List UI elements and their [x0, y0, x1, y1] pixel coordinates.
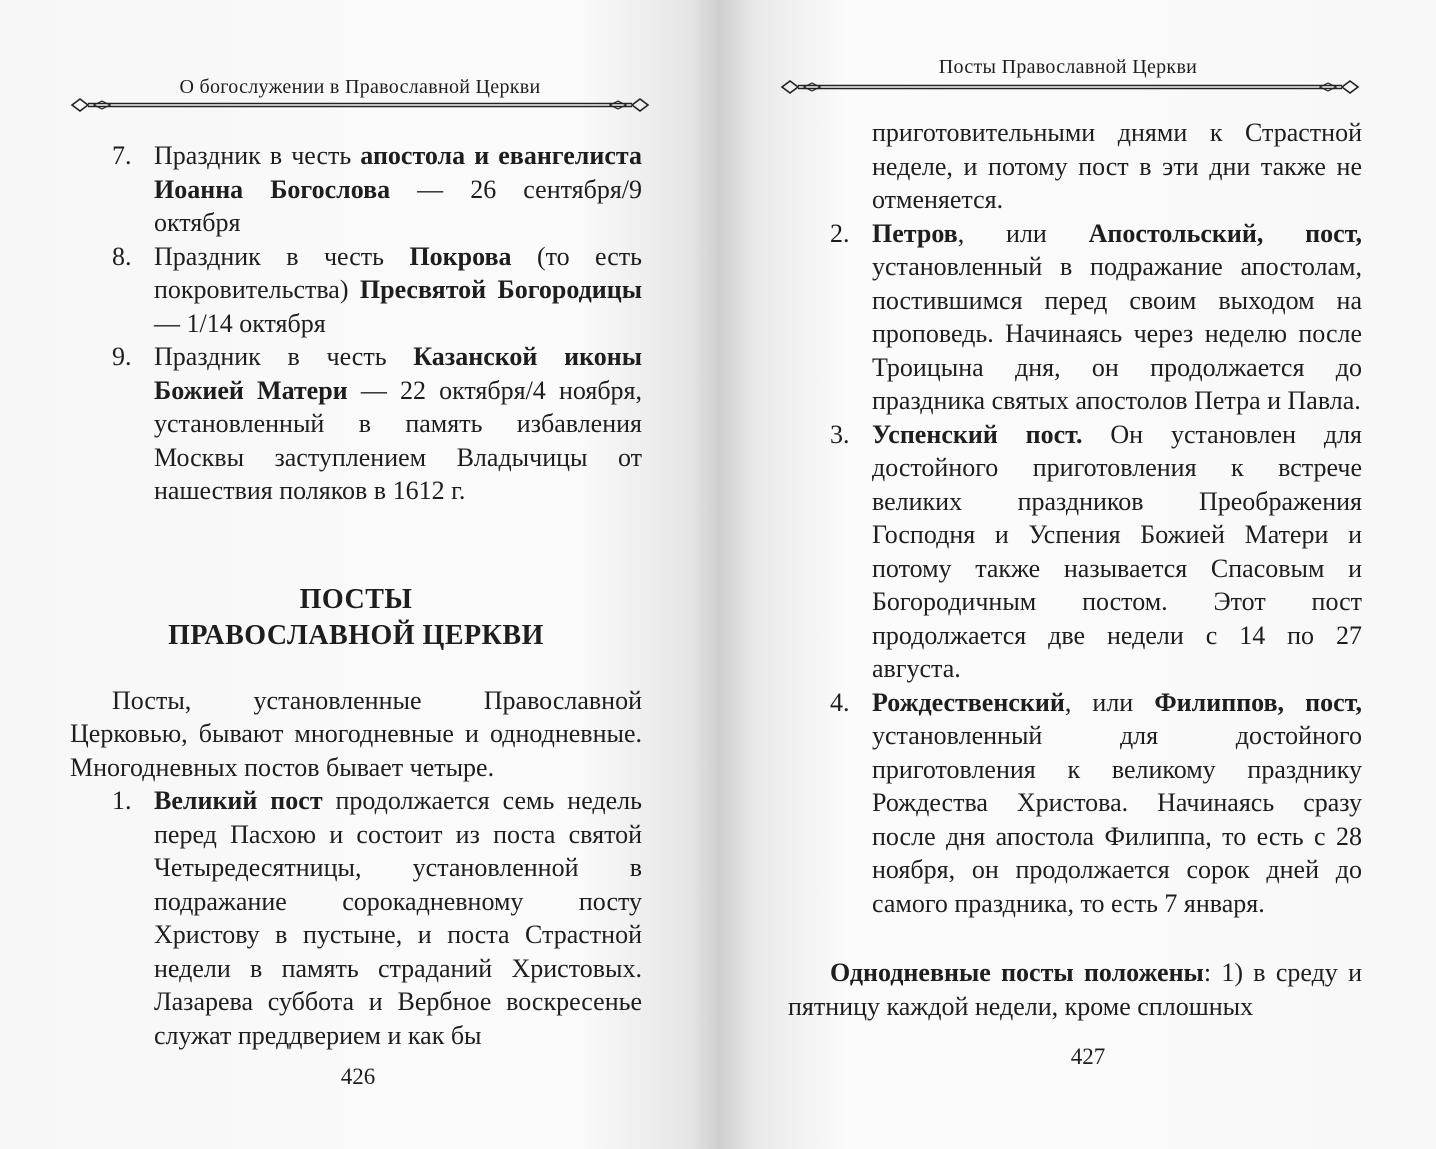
one-day-fasts-paragraph: [788, 956, 1362, 1023]
item-number: 9.: [112, 342, 132, 371]
item-text: установленный для достойного приготовления к великому празднику Рождества Христова. Начинаясь сразу после дня апостола Филиппа, то есть с 28 ноября, он продолжается сорок дней до самого праздника, то есть 7 января.: [872, 721, 1362, 918]
right-running-head: Посты Православной Церкви: [938, 56, 1198, 78]
item-text: (то есть покровительства): [154, 241, 643, 304]
item-bold-text: Покрова: [409, 241, 512, 271]
feast-item-8: [70, 240, 642, 341]
fast-item-3: [788, 418, 1362, 686]
right-page-number: 427: [1070, 1044, 1106, 1069]
right-page: [718, 0, 1436, 1149]
item-text: Праздник в честь: [154, 141, 361, 170]
closing-text: : 1) в среду и пятницу каждой недели, кроме сплошных: [788, 958, 1362, 1021]
item-text: Праздник в честь: [154, 241, 410, 271]
item-text: — 26 сентября/9 октября: [154, 174, 643, 237]
closing-bold-text: Однодневные посты положены: [830, 958, 1204, 987]
item-text: — 1/14 октября: [154, 308, 326, 338]
item-bold-text: Рождественский: [872, 687, 1065, 717]
right-header-ornament: [780, 80, 1360, 94]
fast-item-1: [70, 784, 642, 1052]
item-number: 7.: [112, 141, 132, 170]
feast-item-9: [70, 340, 642, 508]
section-heading: [70, 582, 642, 654]
feast-item-7: [70, 139, 642, 240]
item-number: 3.: [830, 419, 850, 449]
right-text-block: [788, 116, 1362, 1023]
left-running-head: О богослужении в Православной Церкви: [179, 76, 541, 98]
item-bold-text: Казанской иконы Божией Матери: [154, 342, 642, 405]
left-header-ornament: [70, 98, 650, 112]
item-number: 2.: [830, 218, 850, 248]
item-text: продолжается семь недель перед Пасхою и состоит из поста святой Четыредесятницы, установленной в подражание сорокадневному посту Христову в пустыне, и поста Страстной недели в память страданий Христовых. Лазарева суббота и Вербное воскресенье служат преддверием и как бы: [154, 786, 642, 1050]
item-text: Праздник в честь: [154, 342, 414, 371]
continuation-paragraph: приготовительными днями к Страстной неделе, и потому пост в эти дни также не отменяется.: [872, 118, 1362, 214]
heading-line-2: ПРАВОСЛАВНОЙ ЦЕРКВИ: [168, 619, 544, 651]
item-bold-text: Филиппов, пост,: [1154, 687, 1362, 717]
fast-item-2: [788, 217, 1362, 418]
item-text: , или: [1064, 687, 1155, 717]
item-text: , или: [957, 218, 1089, 248]
intro-paragraph: Посты, установленные Православной Церковью, бывают многодневные и однодневные. Многодневных постов бывает четыре.: [70, 685, 642, 782]
left-text-block: [70, 139, 642, 1052]
item-bold-text: Петров: [872, 218, 958, 248]
item-number: 8.: [112, 241, 132, 271]
item-number: 4.: [830, 687, 850, 717]
item-bold-text: Апостольский, пост,: [1088, 218, 1362, 248]
item-number: 1.: [112, 786, 132, 815]
fast-item-4: [788, 686, 1362, 921]
item-bold-text: Пресвятой Богородицы: [359, 275, 642, 304]
item-bold-text: Великий пост: [154, 786, 323, 815]
heading-line-1: ПОСТЫ: [299, 583, 413, 615]
item-bold-text: Успенский пост.: [872, 419, 1083, 449]
item-text: установленный в подражание апостолам, постившимся перед своим выходом на проповедь. Начинаясь через неделю после Троицына дня, он продолжается до праздника святых апостолов Петра и Павла.: [872, 252, 1362, 415]
item-text: — 22 октября/4 ноября, установленный в память избавления Москвы заступлением Владычицы от нашествия поляков в 1612 г.: [154, 375, 643, 505]
item-text: Он установлен для достойного приготовления к встрече великих праздников Преображения Господня и Успения Божией Матери и потому также называется Спасовым и Богородичным постом. Этот пост продолжается две недели с 14 по 27 августа.: [872, 419, 1363, 683]
left-page-number: 426: [340, 1064, 376, 1089]
item-bold-text: апостола и евангелиста Иоанна Богослова: [154, 141, 643, 204]
